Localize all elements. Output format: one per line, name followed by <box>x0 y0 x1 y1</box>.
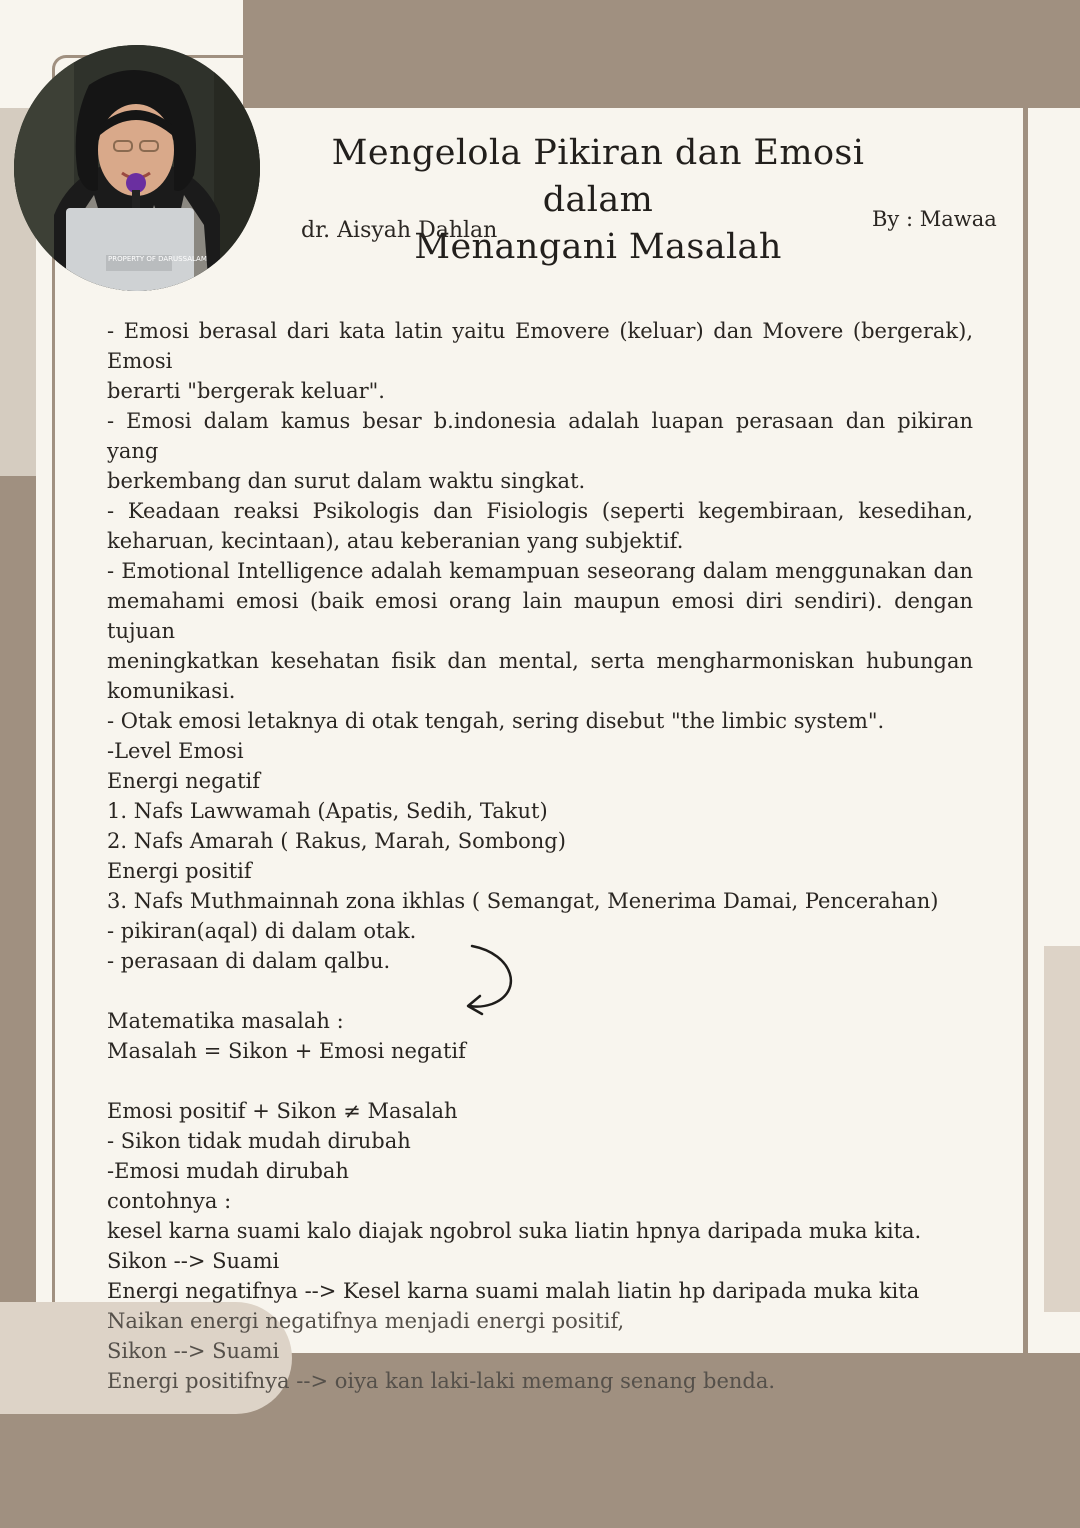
title-line-2: Menangani Masalah <box>414 227 782 267</box>
body-line: keharuan, kecintaan), atau keberanian yang subjektif. <box>107 529 684 553</box>
body-line: Energi positif <box>107 859 252 883</box>
body-line: Energi positifnya --> oiya kan laki-laki memang senang benda. <box>107 1369 776 1393</box>
body-line: berarti "bergerak keluar". <box>107 379 385 403</box>
article-body <box>107 316 973 1396</box>
body-line: 2. Nafs Amarah ( Rakus, Marah, Sombong) <box>107 829 566 853</box>
body-line: - pikiran(aqal) di dalam otak. <box>107 919 417 943</box>
body-line: Energi negatifnya --> Kesel karna suami malah liatin hp daripada muka kita <box>107 1279 920 1303</box>
body-line: contohnya : <box>107 1189 232 1213</box>
speaker-illustration <box>14 45 260 291</box>
body-line: - Emosi dalam kamus besar b.indonesia adalah luapan perasaan dan pikiran yang <box>107 409 973 463</box>
body-line: kesel karna suami kalo diajak ngobrol suka liatin hpnya daripada muka kita. <box>107 1219 922 1243</box>
body-line: meningkatkan kesehatan fisik dan mental, serta mengharmoniskan hubungan <box>107 649 973 673</box>
speaker-photo <box>14 45 260 291</box>
body-line: - Otak emosi letaknya di otak tengah, sering disebut "the limbic system". <box>107 709 885 733</box>
body-line: komunikasi. <box>107 679 236 703</box>
body-line: Sikon --> Suami <box>107 1339 280 1363</box>
decorative-strip-right <box>1044 946 1080 1312</box>
byline: By : Mawaa <box>872 207 997 231</box>
laptop-sticker-text: PROPERTY OF DARUSSALAM <box>108 255 207 263</box>
page-title <box>298 130 898 271</box>
title-line-1: Mengelola Pikiran dan Emosi dalam <box>331 133 865 220</box>
body-line: Naikan energi negatifnya menjadi energi positif, <box>107 1309 625 1333</box>
body-line: Emosi positif + Sikon ≠ Masalah <box>107 1099 458 1123</box>
body-line: 3. Nafs Muthmainnah zona ikhlas ( Semangat, Menerima Damai, Pencerahan) <box>107 889 939 913</box>
body-line: Matematika masalah : <box>107 1009 344 1033</box>
body-line: memahami emosi (baik emosi orang lain maupun emosi diri sendiri). dengan tujuan <box>107 589 973 643</box>
blank-line <box>107 976 973 1006</box>
body-line: - perasaan di dalam qalbu. <box>107 949 391 973</box>
body-line: - Emotional Intelligence adalah kemampuan seseorang dalam menggunakan dan <box>107 559 973 583</box>
body-line: -Level Emosi <box>107 739 244 763</box>
body-line: berkembang dan surut dalam waktu singkat. <box>107 469 586 493</box>
body-line: -Emosi mudah dirubah <box>107 1159 349 1183</box>
body-line: - Emosi berasal dari kata latin yaitu Emovere (keluar) dan Movere (bergerak), Emosi <box>107 319 973 373</box>
body-line: 1. Nafs Lawwamah (Apatis, Sedih, Takut) <box>107 799 548 823</box>
body-line: Masalah = Sikon + Emosi negatif <box>107 1039 466 1063</box>
body-line: Energi negatif <box>107 769 260 793</box>
body-line: Sikon --> Suami <box>107 1249 280 1273</box>
blank-line <box>107 1066 973 1096</box>
author-name: dr. Aisyah Dahlan <box>301 218 498 243</box>
body-line: - Sikon tidak mudah dirubah <box>107 1129 411 1153</box>
curved-arrow-icon <box>462 940 524 1018</box>
body-line: - Keadaan reaksi Psikologis dan Fisiologis (seperti kegembiraan, kesedihan, <box>107 499 973 523</box>
